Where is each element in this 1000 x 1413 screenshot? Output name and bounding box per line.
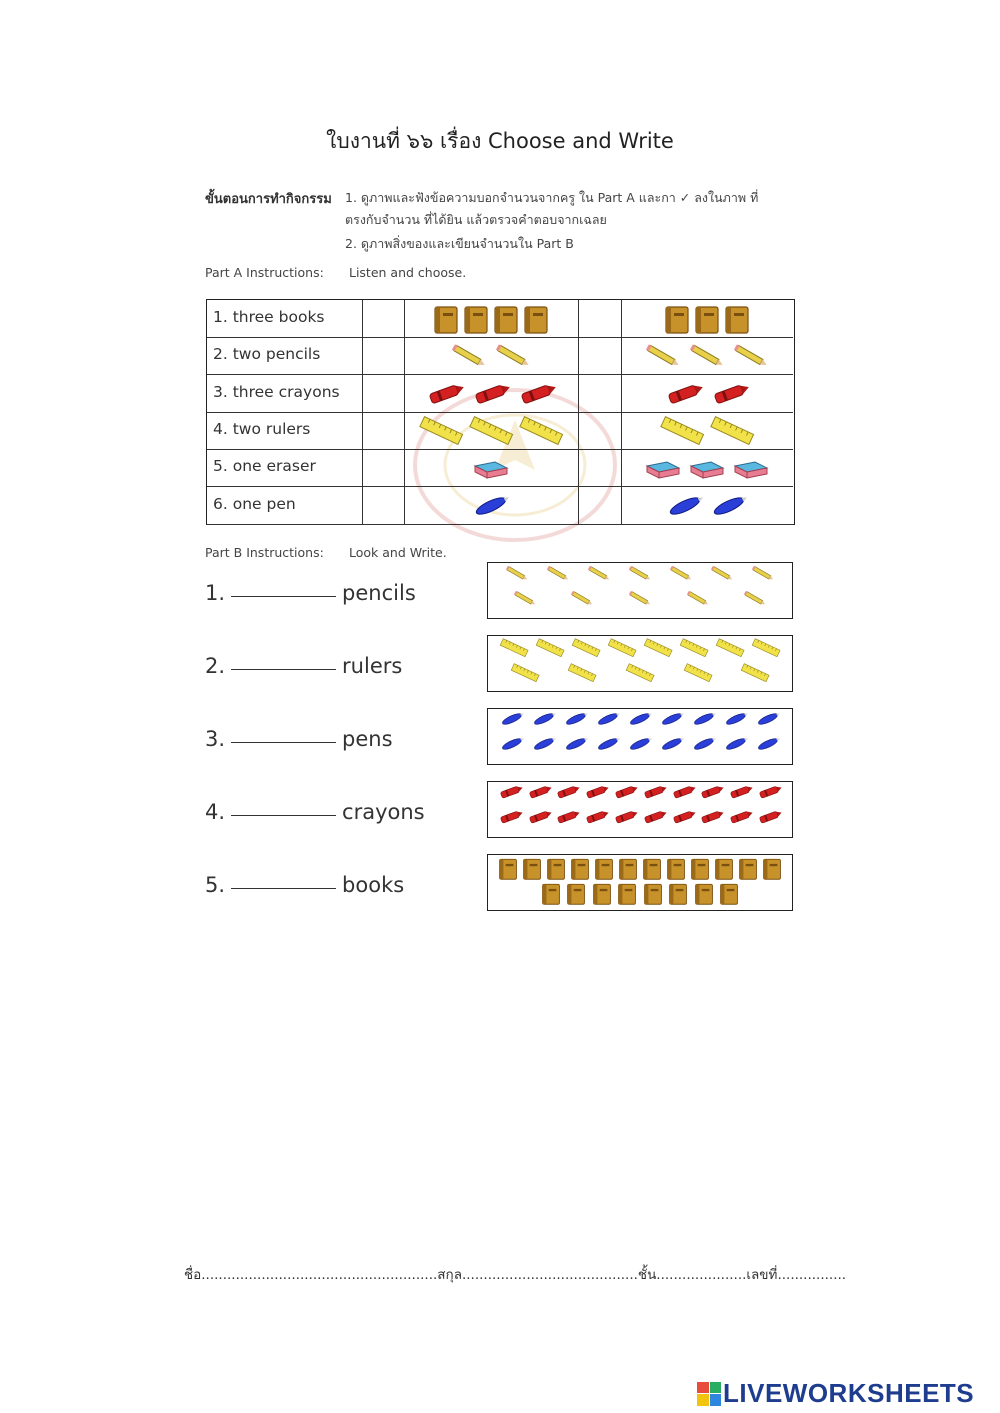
check-cell-left[interactable] <box>362 375 404 412</box>
ruler-icon <box>571 638 601 658</box>
book-icon <box>618 857 638 880</box>
picture-choice-left <box>404 490 578 522</box>
ruler-icon <box>567 663 597 683</box>
book-icon <box>433 304 459 334</box>
pencil-icon <box>668 565 694 582</box>
book-icon <box>694 304 720 334</box>
book-icon <box>668 882 688 905</box>
crayon-icon <box>709 382 751 406</box>
picture-choice-left <box>404 452 578 484</box>
crayon-icon <box>663 382 705 406</box>
pen-icon <box>709 494 749 518</box>
book-icon <box>541 882 561 905</box>
pen-icon <box>691 736 717 752</box>
question-number: 2. <box>205 654 226 678</box>
book-icon <box>642 857 662 880</box>
pencil-icon <box>750 565 776 582</box>
pen-icon <box>471 494 511 518</box>
check-cell-right[interactable] <box>578 449 621 486</box>
pen-icon <box>723 711 749 727</box>
question-word: rulers <box>342 654 403 678</box>
pen-icon <box>499 736 525 752</box>
pen-icon <box>563 711 589 727</box>
ruler-icon <box>510 663 540 683</box>
crayon-icon <box>497 809 524 825</box>
pencil-icon <box>569 590 595 607</box>
crayon-icon <box>497 784 524 800</box>
pencil-icon <box>685 590 711 607</box>
part-b-picture-box <box>487 781 793 838</box>
picture-choice-left <box>404 340 578 372</box>
check-cell-left[interactable] <box>362 449 404 486</box>
part-b-instructions <box>205 545 447 560</box>
pen-icon <box>595 711 621 727</box>
picture-choice-right <box>621 490 793 522</box>
question-number: 5. <box>205 873 226 897</box>
liveworksheets-logo-icon <box>697 1382 721 1406</box>
pen-icon <box>723 736 749 752</box>
part-b-picture-box <box>487 854 793 911</box>
book-icon <box>666 857 686 880</box>
picture-choice-right <box>621 340 793 372</box>
book-icon <box>594 857 614 880</box>
ruler-icon <box>518 416 564 446</box>
pencil-icon <box>449 343 489 369</box>
part-a-instructions-label: Part A Instructions: <box>205 265 324 280</box>
part-a-instructions <box>205 265 466 280</box>
ruler-icon <box>643 638 673 658</box>
answer-blank[interactable] <box>231 888 336 889</box>
part-a-row-label: 1. three books <box>213 308 325 326</box>
book-icon <box>523 304 549 334</box>
student-info-line[interactable]: ชื่อ.......................................................สกุล.........................................ชั้น.....................เลขที่................ <box>184 1267 847 1283</box>
ruler-icon <box>499 638 529 658</box>
part-a-row-label: 5. one eraser <box>213 457 316 476</box>
book-icon <box>546 857 566 880</box>
book-icon <box>724 304 750 334</box>
book-icon <box>762 857 782 880</box>
crayon-icon <box>641 809 668 825</box>
book-icon <box>719 882 739 905</box>
crayon-icon <box>641 784 668 800</box>
ruler-icon <box>679 638 709 658</box>
crayon-icon <box>727 784 754 800</box>
eraser-icon <box>643 456 683 480</box>
crayon-icon <box>526 809 553 825</box>
part-a-row-label: 4. two rulers <box>213 419 311 438</box>
ruler-icon <box>659 416 705 446</box>
part-b-question <box>205 581 416 605</box>
eraser-icon <box>687 456 727 480</box>
part-a-row <box>207 300 793 338</box>
part-b-instructions-label: Part B Instructions: <box>205 545 324 560</box>
book-icon <box>498 857 518 880</box>
check-cell-right[interactable] <box>578 300 621 337</box>
pencil-icon <box>627 565 653 582</box>
pen-icon <box>659 711 685 727</box>
ruler-icon <box>418 416 464 446</box>
picture-choice-left <box>404 378 578 410</box>
crayon-icon <box>470 382 512 406</box>
check-cell-right[interactable] <box>578 375 621 412</box>
pen-icon <box>499 711 525 727</box>
answer-blank[interactable] <box>231 815 336 816</box>
crayon-icon <box>554 809 581 825</box>
pen-icon <box>595 736 621 752</box>
book-icon <box>463 304 489 334</box>
crayon-icon <box>612 784 639 800</box>
crayon-icon <box>583 784 610 800</box>
crayon-icon <box>727 809 754 825</box>
check-cell-left[interactable] <box>362 412 404 449</box>
pen-icon <box>627 711 653 727</box>
ruler-icon <box>468 416 514 446</box>
crayon-icon <box>526 784 553 800</box>
ruler-icon <box>607 638 637 658</box>
check-cell-left[interactable] <box>362 337 404 374</box>
picture-choice-left <box>404 415 578 447</box>
crayon-icon <box>554 784 581 800</box>
question-number: 4. <box>205 800 226 824</box>
part-b-picture-box <box>487 562 793 619</box>
ruler-icon <box>740 663 770 683</box>
book-icon <box>643 882 663 905</box>
check-cell-right[interactable] <box>578 487 621 524</box>
check-cell-right[interactable] <box>578 337 621 374</box>
book-icon <box>690 857 710 880</box>
picture-choice-left <box>404 303 578 335</box>
pencil-icon <box>709 565 735 582</box>
picture-choice-right <box>621 452 793 484</box>
book-icon <box>694 882 714 905</box>
book-icon <box>566 882 586 905</box>
pencil-icon <box>512 590 538 607</box>
pencil-icon <box>493 343 533 369</box>
part-a-row <box>207 412 793 450</box>
answer-blank[interactable] <box>231 669 336 670</box>
table-divider <box>621 300 622 524</box>
eraser-icon <box>731 456 771 480</box>
pencil-icon <box>731 343 771 369</box>
book-icon <box>738 857 758 880</box>
eraser-icon <box>471 456 511 480</box>
pencil-icon <box>504 565 530 582</box>
question-number: 3. <box>205 727 226 751</box>
part-a-row-label: 3. three crayons <box>213 382 340 401</box>
worksheet-title: ใบงานที่ ๖๖ เรื่อง Choose and Write <box>326 129 674 153</box>
pen-icon <box>659 736 685 752</box>
book-icon <box>714 857 734 880</box>
crayon-icon <box>424 382 466 406</box>
answer-blank[interactable] <box>231 742 336 743</box>
crayon-icon <box>670 809 697 825</box>
part-b-picture-box <box>487 708 793 765</box>
table-divider <box>578 300 579 524</box>
book-icon <box>592 882 612 905</box>
part-b-question <box>205 727 393 751</box>
pen-icon <box>665 494 705 518</box>
step-1-text: 1. ดูภาพและฟังข้อความบอกจำนวนจากครู ใน Part A และกา ✓ ลงในภาพ ที่ตรงกับจำนวน ที่ได้ยิน แล้วตรวจคำตอบจากเฉลย <box>345 190 759 227</box>
pen-icon <box>755 736 781 752</box>
picture-choice-right <box>621 378 793 410</box>
crayon-icon <box>756 784 783 800</box>
ruler-icon <box>709 416 755 446</box>
answer-blank[interactable] <box>231 596 336 597</box>
pen-icon <box>563 736 589 752</box>
part-b-question <box>205 873 404 897</box>
part-a-row <box>207 487 793 525</box>
question-word: crayons <box>342 800 425 824</box>
part-a-row <box>207 375 793 413</box>
picture-choice-right <box>621 415 793 447</box>
pencil-icon <box>687 343 727 369</box>
pen-icon <box>755 711 781 727</box>
question-word: pens <box>342 727 393 751</box>
part-a-row <box>207 449 793 487</box>
crayon-icon <box>612 809 639 825</box>
part-a-row <box>207 337 793 375</box>
check-cell-right[interactable] <box>578 412 621 449</box>
part-b-question <box>205 800 425 824</box>
check-cell-left[interactable] <box>362 487 404 524</box>
question-number: 1. <box>205 581 226 605</box>
ruler-icon <box>683 663 713 683</box>
part-a-instructions-text: Listen and choose. <box>348 265 467 280</box>
ruler-icon <box>715 638 745 658</box>
part-b-question <box>205 654 402 678</box>
book-icon <box>570 857 590 880</box>
part-a-row-label: 2. two pencils <box>213 345 321 364</box>
picture-choice-right <box>621 303 793 335</box>
check-cell-left[interactable] <box>362 300 404 337</box>
liveworksheets-logo <box>697 1378 974 1409</box>
part-a-row-label: 6. one pen <box>213 494 296 513</box>
pencil-icon <box>643 343 683 369</box>
crayon-icon <box>516 382 558 406</box>
question-word: books <box>342 873 405 897</box>
liveworksheets-wordmark: LIVEWORKSHEETS <box>723 1378 975 1408</box>
step-2-text: 2. ดูภาพสิ่งของและเขียนจำนวนใน Part B <box>345 236 574 251</box>
steps-label: ขั้นตอนการทำกิจกรรม <box>205 192 332 207</box>
pen-icon <box>531 711 557 727</box>
pen-icon <box>691 711 717 727</box>
pencil-icon <box>586 565 612 582</box>
crayon-icon <box>698 784 725 800</box>
book-icon <box>664 304 690 334</box>
part-b-instructions-text: Look and Write. <box>348 545 447 560</box>
pencil-icon <box>627 590 653 607</box>
question-word: pencils <box>342 581 416 605</box>
ruler-icon <box>751 638 781 658</box>
pencil-icon <box>545 565 571 582</box>
book-icon <box>493 304 519 334</box>
crayon-icon <box>698 809 725 825</box>
crayon-icon <box>756 809 783 825</box>
pencil-icon <box>742 590 768 607</box>
crayon-icon <box>670 784 697 800</box>
crayon-icon <box>583 809 610 825</box>
part-b-picture-box <box>487 635 793 692</box>
book-icon <box>522 857 542 880</box>
pen-icon <box>627 736 653 752</box>
table-divider <box>362 300 363 524</box>
pen-icon <box>531 736 557 752</box>
table-divider <box>404 300 405 524</box>
ruler-icon <box>625 663 655 683</box>
book-icon <box>617 882 637 905</box>
ruler-icon <box>535 638 565 658</box>
part-a-table <box>206 299 795 525</box>
